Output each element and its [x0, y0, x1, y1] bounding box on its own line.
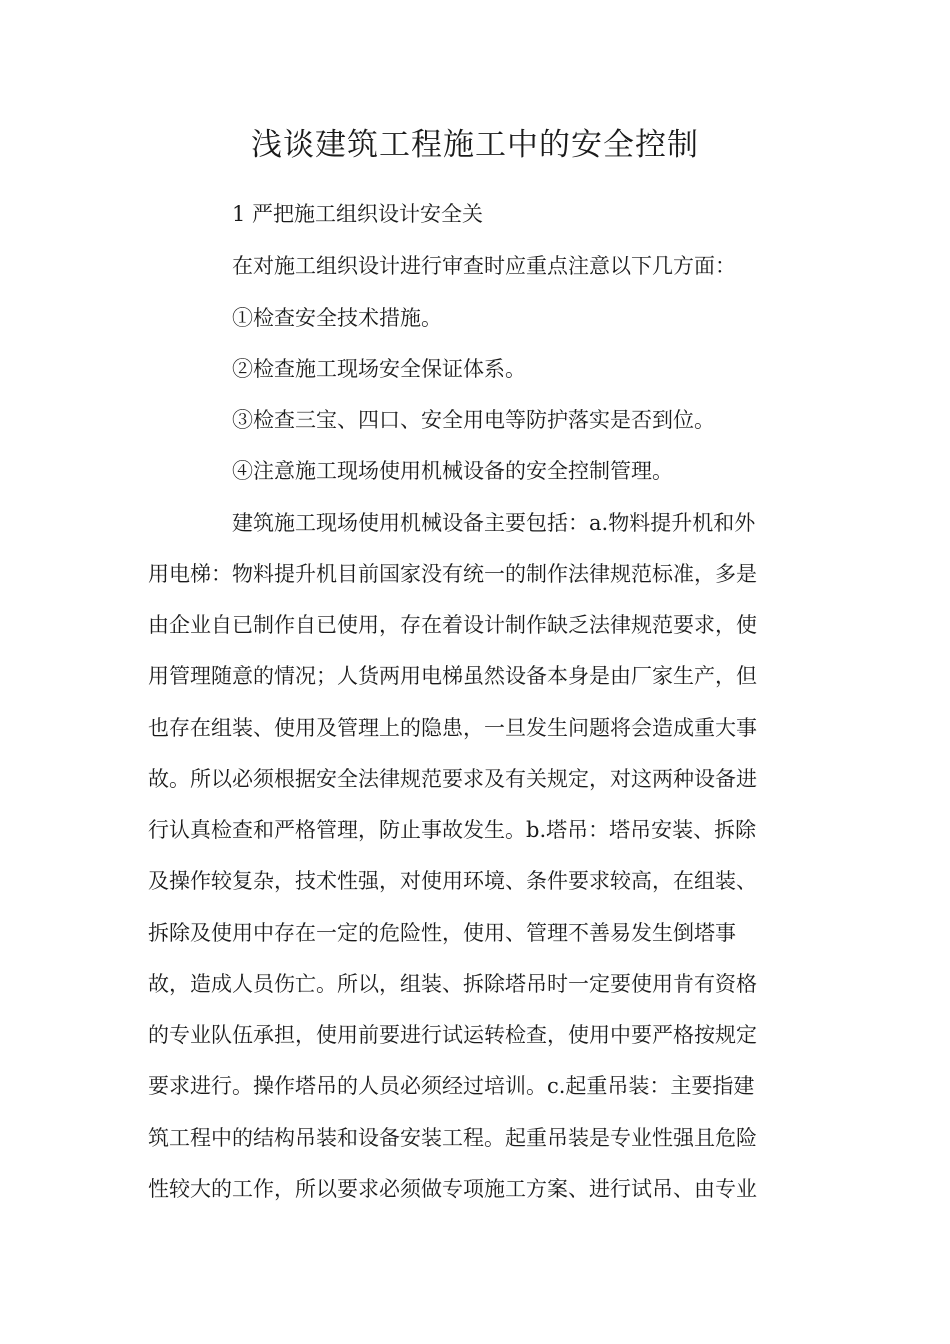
paragraph-line: 要求进行。操作塔吊的人员必须经过培训。c.起重吊装：主要指建 [148, 1074, 755, 1098]
paragraph-line: 筑工程中的结构吊装和设备安装工程。起重吊装是专业性强且危险 [148, 1126, 757, 1150]
section-heading: 1 严把施工组织设计安全关 [232, 202, 484, 226]
paragraph-line: 建筑施工现场使用机械设备主要包括：a.物料提升机和外 [232, 511, 756, 535]
list-item: ③检查三宝、四口、安全用电等防护落实是否到位。 [232, 408, 715, 432]
paragraph-line: 的专业队伍承担，使用前要进行试运转检查，使用中要严格按规定 [148, 1023, 757, 1047]
paragraph-line: 由企业自已制作自已使用，存在着设计制作缺乏法律规范要求，使 [148, 613, 757, 637]
paragraph-line: 用管理随意的情况；人货两用电梯虽然设备本身是由厂家生产，但 [148, 664, 757, 688]
paragraph-line: 也存在组装、使用及管理上的隐患，一旦发生问题将会造成重大事 [148, 716, 757, 740]
paragraph-line: 故，造成人员伤亡。所以，组装、拆除塔吊时一定要使用肯有资格 [148, 972, 757, 996]
paragraph-line: 在对施工组织设计进行审查时应重点注意以下几方面： [232, 254, 736, 278]
paragraph-line: 拆除及使用中存在一定的危险性，使用、管理不善易发生倒塔事 [148, 921, 736, 945]
paragraph-line: 及操作较复杂，技术性强，对使用环境、条件要求较高，在组装、 [148, 869, 757, 893]
list-item: ①检查安全技术措施。 [232, 306, 442, 330]
document-title: 浅谈建筑工程施工中的安全控制 [251, 127, 699, 163]
list-item: ②检查施工现场安全保证体系。 [232, 357, 526, 381]
list-item: ④注意施工现场使用机械设备的安全控制管理。 [232, 459, 673, 483]
paragraph-line: 行认真检查和严格管理，防止事故发生。b.塔吊：塔吊安装、拆除 [148, 818, 757, 842]
paragraph-line: 用电梯：物料提升机目前国家没有统一的制作法律规范标准，多是 [148, 562, 757, 586]
paragraph-line: 故。所以必须根据安全法律规范要求及有关规定，对这两种设备进 [148, 767, 757, 791]
paragraph-line: 性较大的工作，所以要求必须做专项施工方案、进行试吊、由专业 [148, 1177, 757, 1201]
